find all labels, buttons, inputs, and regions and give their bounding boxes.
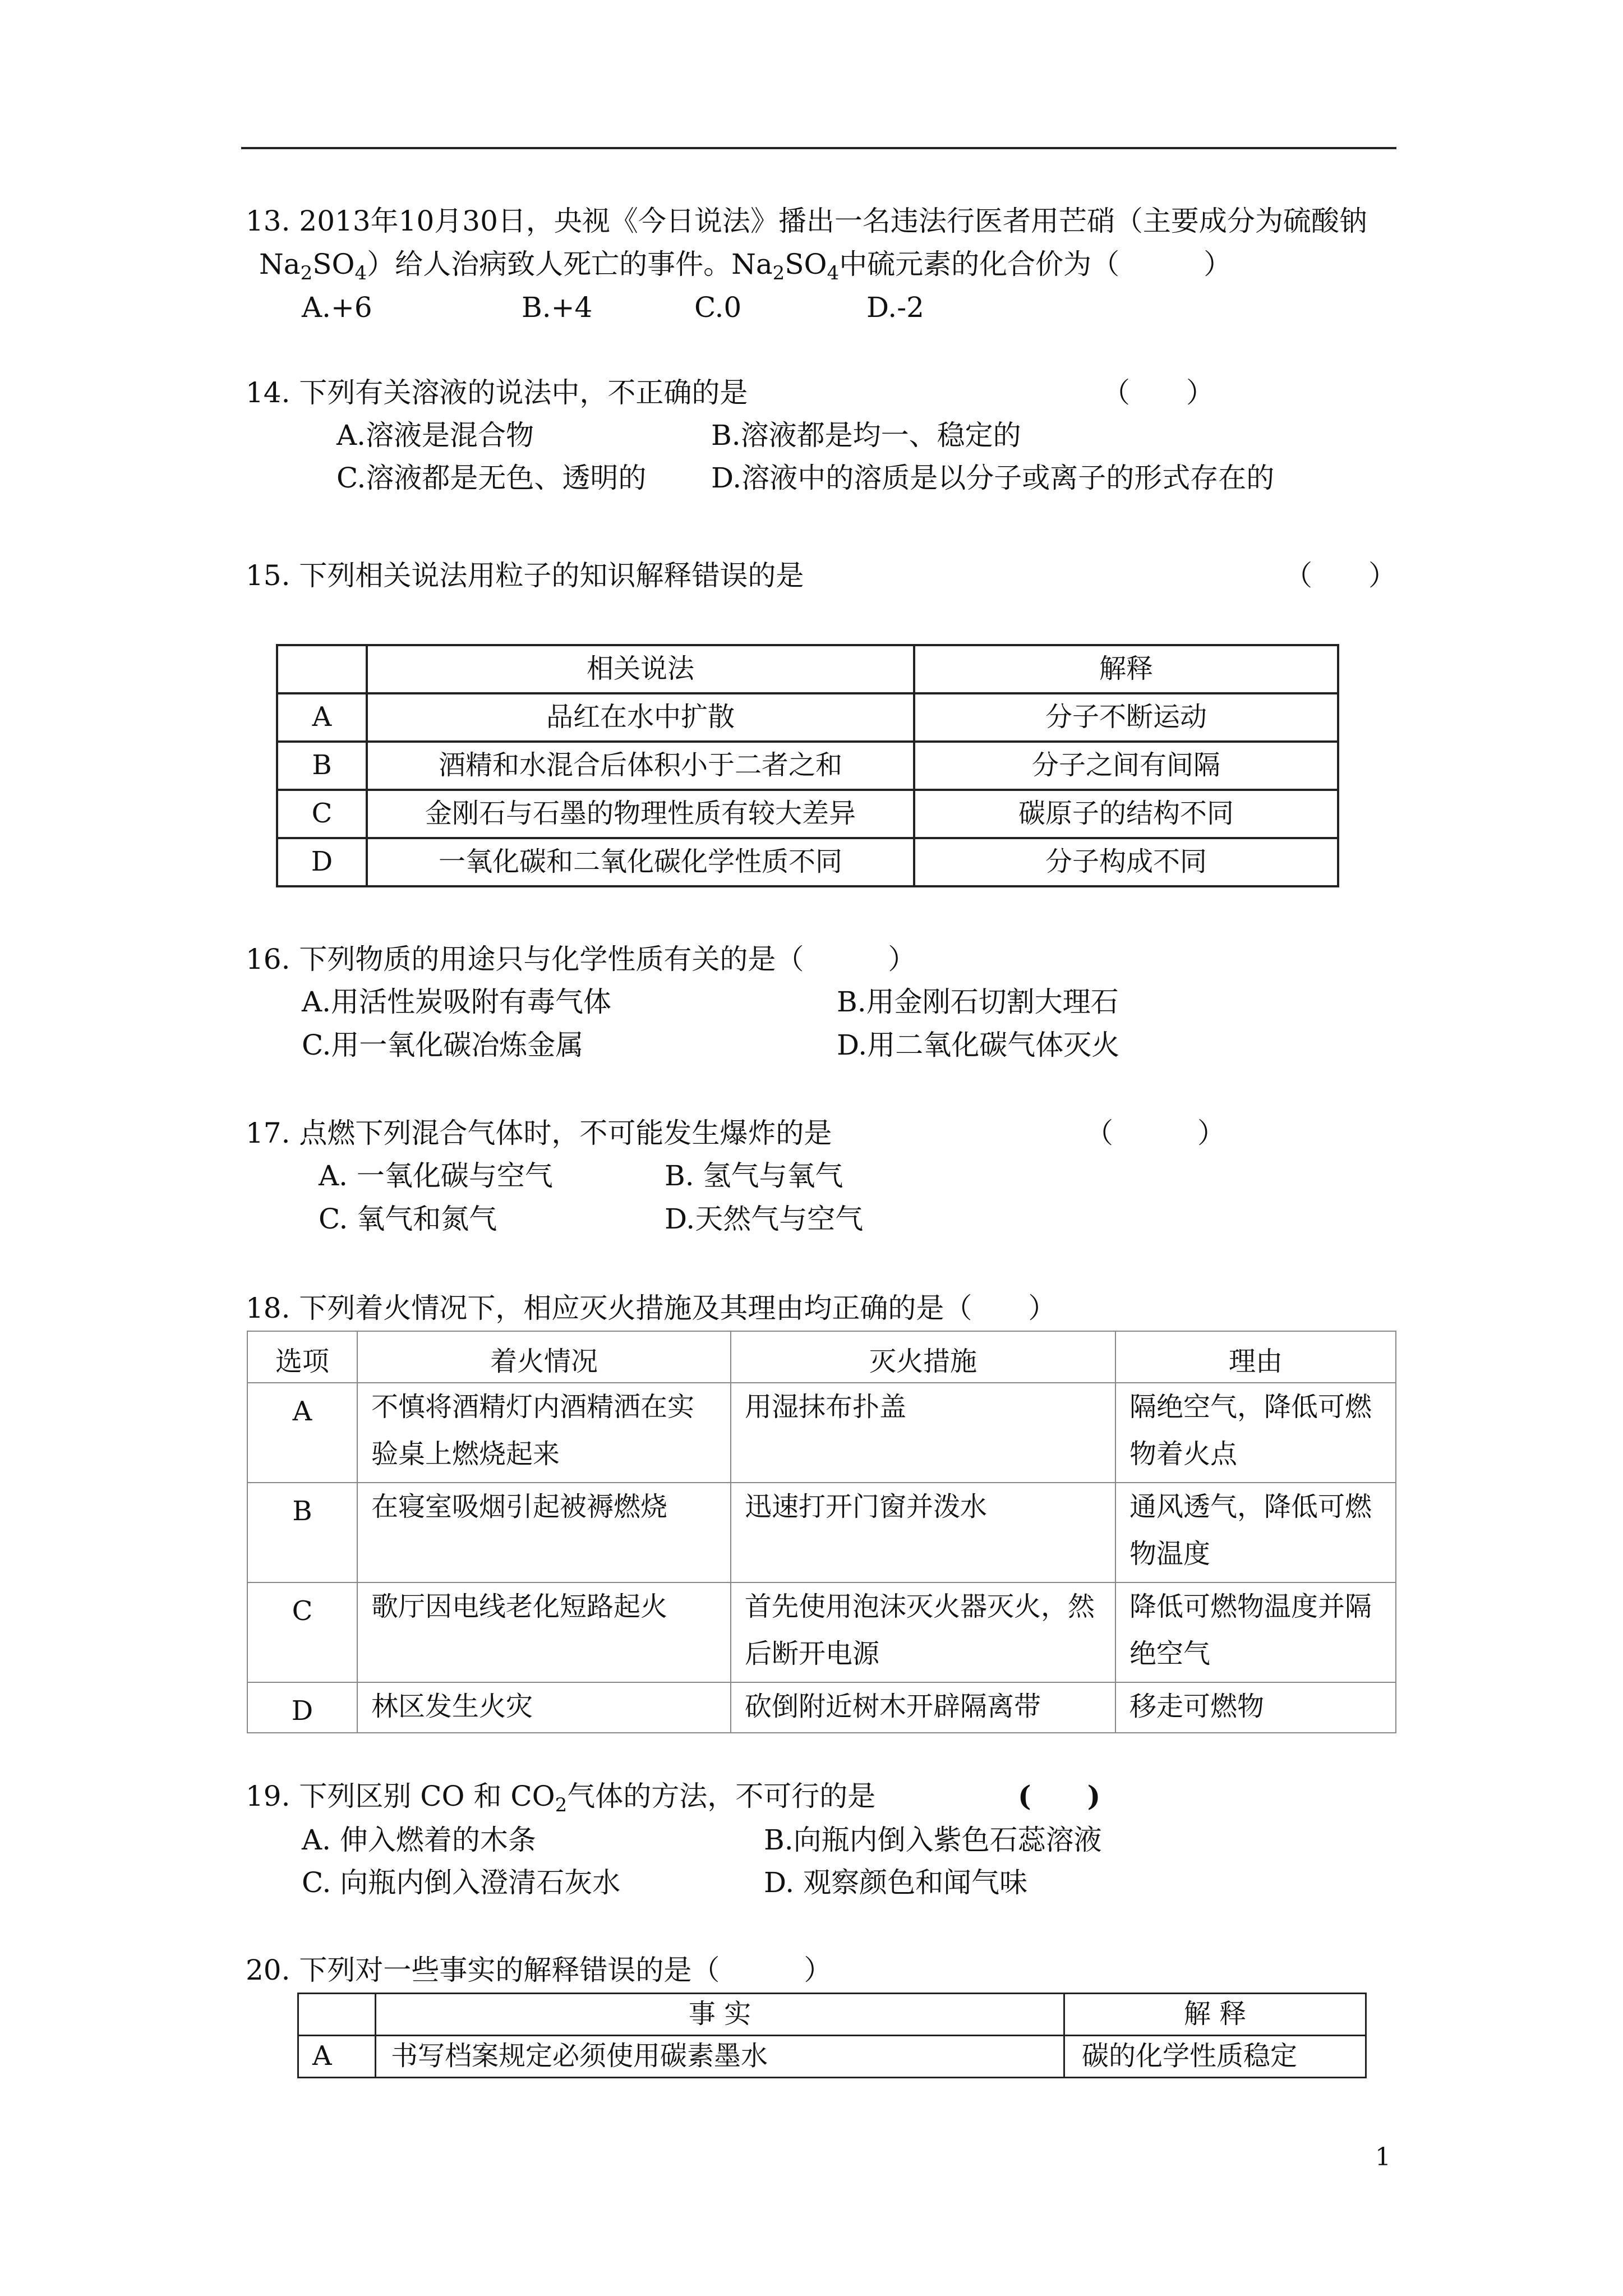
q17-option-c: C. 氧气和氮气 <box>319 1203 497 1235</box>
q17-option-b: B. 氢气与氧气 <box>665 1159 843 1192</box>
q18-stem: 18. 下列着火情况下，相应灭火措施及其理由均正确的是（ ） <box>246 1292 1057 1324</box>
table-cell: A <box>277 693 367 742</box>
table-header-cell: 着火情况 <box>357 1331 731 1383</box>
q15-stem: 15. 下列相关说法用粒子的知识解释错误的是 <box>246 559 804 592</box>
q13-option-a: A.+6 <box>302 291 372 324</box>
table-header-cell: 解释 <box>914 645 1338 693</box>
q13-line1: 13. 2013年10月30日，央视《今日说法》播出一名违法行医者用芒硝（主要成分为硫酸钠 <box>246 205 1367 237</box>
table-cell: 分子之间有间隔 <box>914 742 1338 790</box>
table-header-cell <box>277 645 367 693</box>
table-cell: 酒精和水混合后体积小于二者之和 <box>367 742 914 790</box>
q19-stem: 19. 下列区别 CO 和 $CO_2$气体的方法，不可行的是 <box>246 1780 876 1816</box>
table-cell: 首先使用泡沫灭火器灭火，然 后断开电源 <box>731 1582 1115 1682</box>
table-header-cell <box>298 1994 376 2036</box>
q16-option-c: C.用一氧化碳冶炼金属 <box>302 1029 584 1061</box>
table-cell: 移走可燃物 <box>1115 1682 1396 1733</box>
table-cell: 碳的化学性质稳定 <box>1064 2036 1366 2078</box>
table-cell: B <box>277 742 367 790</box>
table-cell: 林区发生火灾 <box>357 1682 731 1733</box>
q13-line2: $Na_2SO_4$）给人治病致人死亡的事件。$Na_2SO_4$中硫元素的化合价为（ ） <box>259 248 1232 284</box>
table-header-cell: 灭火措施 <box>731 1331 1115 1383</box>
table-header-cell: 事 实 <box>376 1994 1064 2036</box>
table-row <box>247 1582 1396 1682</box>
table-cell: 迅速打开门窗并泼水 <box>731 1483 1115 1582</box>
table-header-cell: 理由 <box>1115 1331 1396 1383</box>
q17-option-d: D.天然气与空气 <box>665 1203 864 1235</box>
q17-answer-paren: （ ） <box>1085 1117 1225 1149</box>
q17-option-a: A. 一氧化碳与空气 <box>319 1159 553 1192</box>
table-row <box>277 742 1338 790</box>
table-header-cell: 选项 <box>247 1331 357 1383</box>
q14-option-d: D.溶液中的溶质是以分子或离子的形式存在的 <box>711 462 1275 494</box>
q14-option-c: C.溶液都是无色、透明的 <box>336 462 647 494</box>
q19-option-a: A. 伸入燃着的木条 <box>302 1824 536 1856</box>
q18-table <box>247 1331 1396 1733</box>
table-row <box>277 790 1338 838</box>
table-cell: D <box>247 1682 357 1733</box>
q19-option-c: C. 向瓶内倒入澄清石灰水 <box>302 1866 621 1899</box>
q16-stem: 16. 下列物质的用途只与化学性质有关的是（ ） <box>246 943 916 976</box>
table-cell: 隔绝空气，降低可燃 物着火点 <box>1115 1383 1396 1483</box>
table-cell: C <box>247 1582 357 1682</box>
q16-option-a: A.用活性炭吸附有毒气体 <box>302 986 612 1018</box>
q20-stem: 20. 下列对一些事实的解释错误的是（ ） <box>246 1954 832 1986</box>
q15-answer-paren: （ ） <box>1284 559 1396 592</box>
table-row <box>277 838 1338 886</box>
table-cell: 在寝室吸烟引起被褥燃烧 <box>357 1483 731 1582</box>
page-number: 1 <box>1375 2143 1391 2171</box>
q17-stem: 17. 点燃下列混合气体时，不可能发生爆炸的是 <box>246 1117 832 1149</box>
table-cell: A <box>298 2036 376 2078</box>
table-cell: 歌厅因电线老化短路起火 <box>357 1582 731 1682</box>
table-cell: C <box>277 790 367 838</box>
table-row <box>247 1483 1396 1582</box>
table-cell: 通风透气，降低可燃 物温度 <box>1115 1483 1396 1582</box>
table-cell: 分子不断运动 <box>914 693 1338 742</box>
table-cell: B <box>247 1483 357 1582</box>
q19-option-d: D. 观察颜色和闻气味 <box>764 1866 1028 1899</box>
q14-option-a: A.溶液是混合物 <box>336 419 534 452</box>
table-header-cell: 解 释 <box>1064 1994 1366 2036</box>
q19-answer-paren: ( ) <box>1018 1779 1101 1812</box>
table-row <box>247 1383 1396 1483</box>
table-cell: D <box>277 838 367 886</box>
table-header-row <box>298 1994 1366 2036</box>
table-cell: 金刚石与石墨的物理性质有较大差异 <box>367 790 914 838</box>
q20-table <box>297 1993 1367 2078</box>
q14-option-b: B.溶液都是均一、稳定的 <box>711 419 1021 452</box>
table-cell: A <box>247 1383 357 1483</box>
table-header-row <box>247 1331 1396 1383</box>
q14-stem: 14. 下列有关溶液的说法中，不正确的是 <box>246 376 748 409</box>
q13-option-c: C.0 <box>694 291 742 324</box>
table-cell: 书写档案规定必须使用碳素墨水 <box>376 2036 1064 2078</box>
table-cell: 不慎将酒精灯内酒精洒在实 验桌上燃烧起来 <box>357 1383 731 1483</box>
table-row <box>247 1682 1396 1733</box>
table-cell: 一氧化碳和二氧化碳化学性质不同 <box>367 838 914 886</box>
q13-option-b: B.+4 <box>522 291 593 324</box>
q16-option-d: D.用二氧化碳气体灭火 <box>837 1029 1120 1061</box>
table-cell: 用湿抹布扑盖 <box>731 1383 1115 1483</box>
table-cell: 分子构成不同 <box>914 838 1338 886</box>
q19-option-b: B.向瓶内倒入紫色石蕊溶液 <box>764 1824 1102 1856</box>
q14-answer-paren: （ ） <box>1102 376 1214 409</box>
table-header-cell: 相关说法 <box>367 645 914 693</box>
table-row <box>298 2036 1366 2078</box>
table-cell: 碳原子的结构不同 <box>914 790 1338 838</box>
q16-option-b: B.用金刚石切割大理石 <box>837 986 1119 1018</box>
q13-option-d: D.-2 <box>866 291 924 324</box>
header-rule <box>241 147 1396 149</box>
table-row <box>277 693 1338 742</box>
table-cell: 降低可燃物温度并隔 绝空气 <box>1115 1582 1396 1682</box>
q15-table <box>276 644 1339 887</box>
table-header-row <box>277 645 1338 693</box>
table-cell: 品红在水中扩散 <box>367 693 914 742</box>
table-cell: 砍倒附近树木开辟隔离带 <box>731 1682 1115 1733</box>
